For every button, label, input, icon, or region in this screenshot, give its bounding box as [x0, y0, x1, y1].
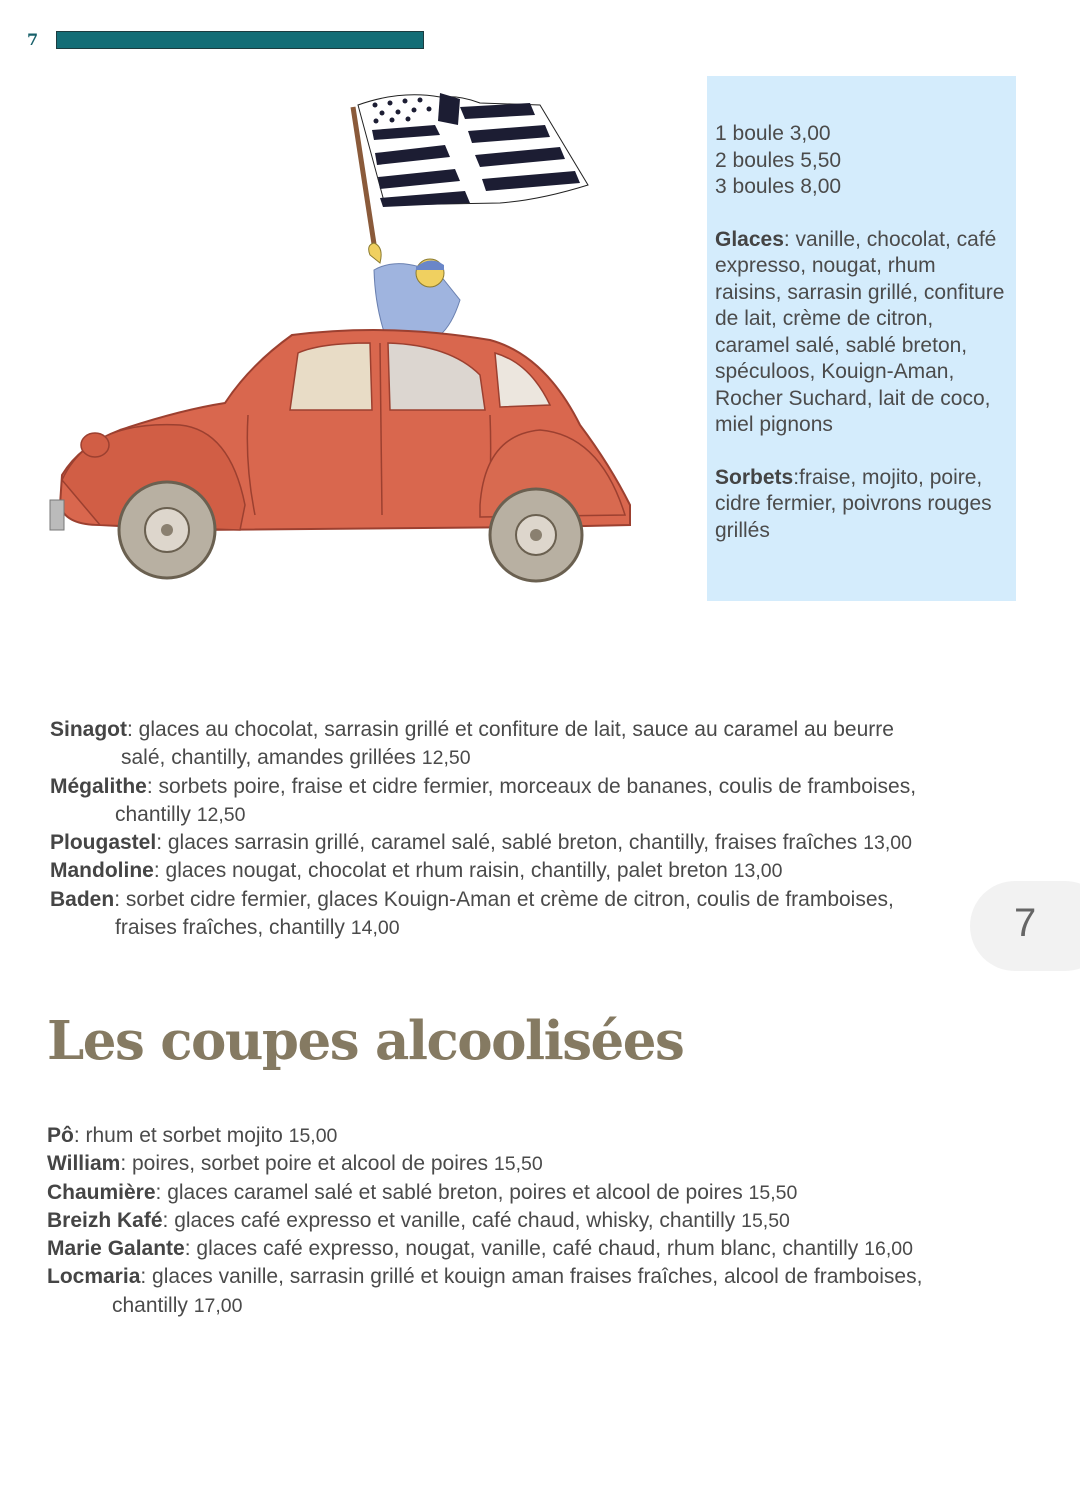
item-price: 14,00	[350, 917, 400, 940]
item-description: : rhum et sorbet mojito	[73, 1124, 289, 1147]
flag-bearer-figure	[369, 243, 460, 335]
alcool-coupes-list	[47, 1122, 1037, 1320]
item-description: : glaces caramel salé et sablé breton, poires et alcool de poires	[155, 1180, 749, 1204]
section-title: Les coupes alcoolisées	[47, 1010, 684, 1072]
page-indicator-tab[interactable]	[970, 881, 1080, 971]
item-price: 15,50	[493, 1153, 543, 1176]
item-price: 16,00	[864, 1238, 913, 1261]
item-description: : glaces sarrasin grillé, caramel salé, sablé breton, chantilly, fraises fraîches	[156, 831, 864, 855]
item-description-cont	[50, 801, 1040, 829]
item-price: 12,50	[196, 803, 246, 826]
item-description-line2: fraises fraîches, chantilly	[115, 916, 351, 940]
item-price: 15,50	[748, 1181, 798, 1204]
illustration-2cv-breton-flag	[40, 85, 650, 595]
item-name: Baden	[50, 887, 115, 911]
flavours-price-box	[707, 76, 1016, 601]
item-price: 15,50	[741, 1209, 790, 1232]
sorbets-label: Sorbets	[715, 465, 794, 489]
sorbets-list: :fraise, mojito, poire, cidre fermier, poivrons rouges grillés	[715, 465, 992, 542]
item-price: 13,00	[733, 860, 783, 883]
price-3-scoops: 3 boules 8,00	[715, 175, 842, 198]
menu-item-mandoline	[50, 857, 1040, 885]
item-name: Locmaria	[47, 1265, 141, 1289]
menu-item-megalithe	[50, 773, 1040, 830]
item-price: 15,00	[288, 1125, 338, 1147]
item-description: : poires, sorbet poire et alcool de poires	[120, 1152, 494, 1176]
menu-item-sinagot	[50, 716, 1040, 773]
item-description-cont	[47, 1292, 1037, 1320]
item-description-line2: chantilly	[115, 802, 197, 826]
item-price: 13,00	[863, 832, 912, 855]
sorbets-flavours	[715, 465, 1006, 545]
item-description: : glaces vanille, sarrasin grillé et kouign aman fraises fraîches, alcool de framboises,	[140, 1265, 923, 1289]
menu-item-marie-galante	[47, 1235, 1037, 1263]
item-description: : glaces nougat, chocolat et rhum raisin, chantilly, palet breton	[153, 859, 734, 883]
price-1-scoop: 1 boule 3,00	[715, 122, 831, 145]
item-name: Breizh Kafé	[47, 1208, 163, 1232]
menu-item-plougastel	[50, 829, 1040, 857]
breton-flag-icon	[358, 93, 588, 207]
item-name: Chaumière	[47, 1180, 156, 1204]
coupes-list	[50, 716, 1040, 942]
menu-item-po	[47, 1122, 1037, 1150]
menu-item-baden	[50, 886, 1040, 943]
page-indicator-number: 7	[1014, 901, 1037, 945]
item-description-line2: salé, chantilly, amandes grillées	[121, 746, 422, 770]
red-2cv-car	[50, 330, 630, 581]
item-name: Mandoline	[50, 859, 154, 883]
item-name: Sinagot	[50, 718, 127, 741]
item-description-cont	[50, 914, 1040, 942]
item-description-cont	[50, 744, 1040, 772]
glaces-flavours	[715, 227, 1006, 439]
item-description: : glaces café expresso et vanille, café chaud, whisky, chantilly	[162, 1208, 742, 1232]
item-name: William	[47, 1152, 121, 1176]
price-2-scoops: 2 boules 5,50	[715, 148, 842, 172]
header-bar	[56, 31, 424, 49]
item-price: 12,50	[421, 747, 471, 770]
item-name: Mégalithe	[50, 774, 147, 798]
item-description: : sorbet cidre fermier, glaces Kouign-Aman et crème de citron, coulis de framboises,	[114, 887, 894, 911]
item-price: 17,00	[193, 1294, 243, 1317]
item-name: Plougastel	[50, 831, 157, 855]
item-description-line2: chantilly	[112, 1293, 194, 1317]
menu-item-william	[47, 1150, 1037, 1178]
item-description: : glaces au chocolat, sarrasin grillé et confiture de lait, sauce au caramel au beurre	[127, 718, 894, 741]
glaces-list: : vanille, chocolat, café expresso, nougat, rhum raisins, sarrasin grillé, confiture de lait, crème de citron, caramel salé, sablé breton, spéculoos, Kouign-Aman, Rocher Suchard, lait de coco, miel pignons	[715, 227, 1005, 436]
item-name: Pô	[47, 1124, 74, 1147]
menu-item-locmaria	[47, 1263, 1037, 1320]
menu-item-chaumiere	[47, 1179, 1037, 1207]
menu-item-breizh-kafe	[47, 1207, 1037, 1235]
item-description: : glaces café expresso, nougat, vanille, café chaud, rhum blanc, chantilly	[184, 1237, 865, 1261]
page-number: 7	[27, 30, 39, 49]
glaces-label: Glaces	[715, 227, 784, 251]
item-name: Marie Galante	[47, 1237, 185, 1261]
item-description: : sorbets poire, fraise et cidre fermier, morceaux de bananes, coulis de framboises,	[146, 774, 917, 798]
